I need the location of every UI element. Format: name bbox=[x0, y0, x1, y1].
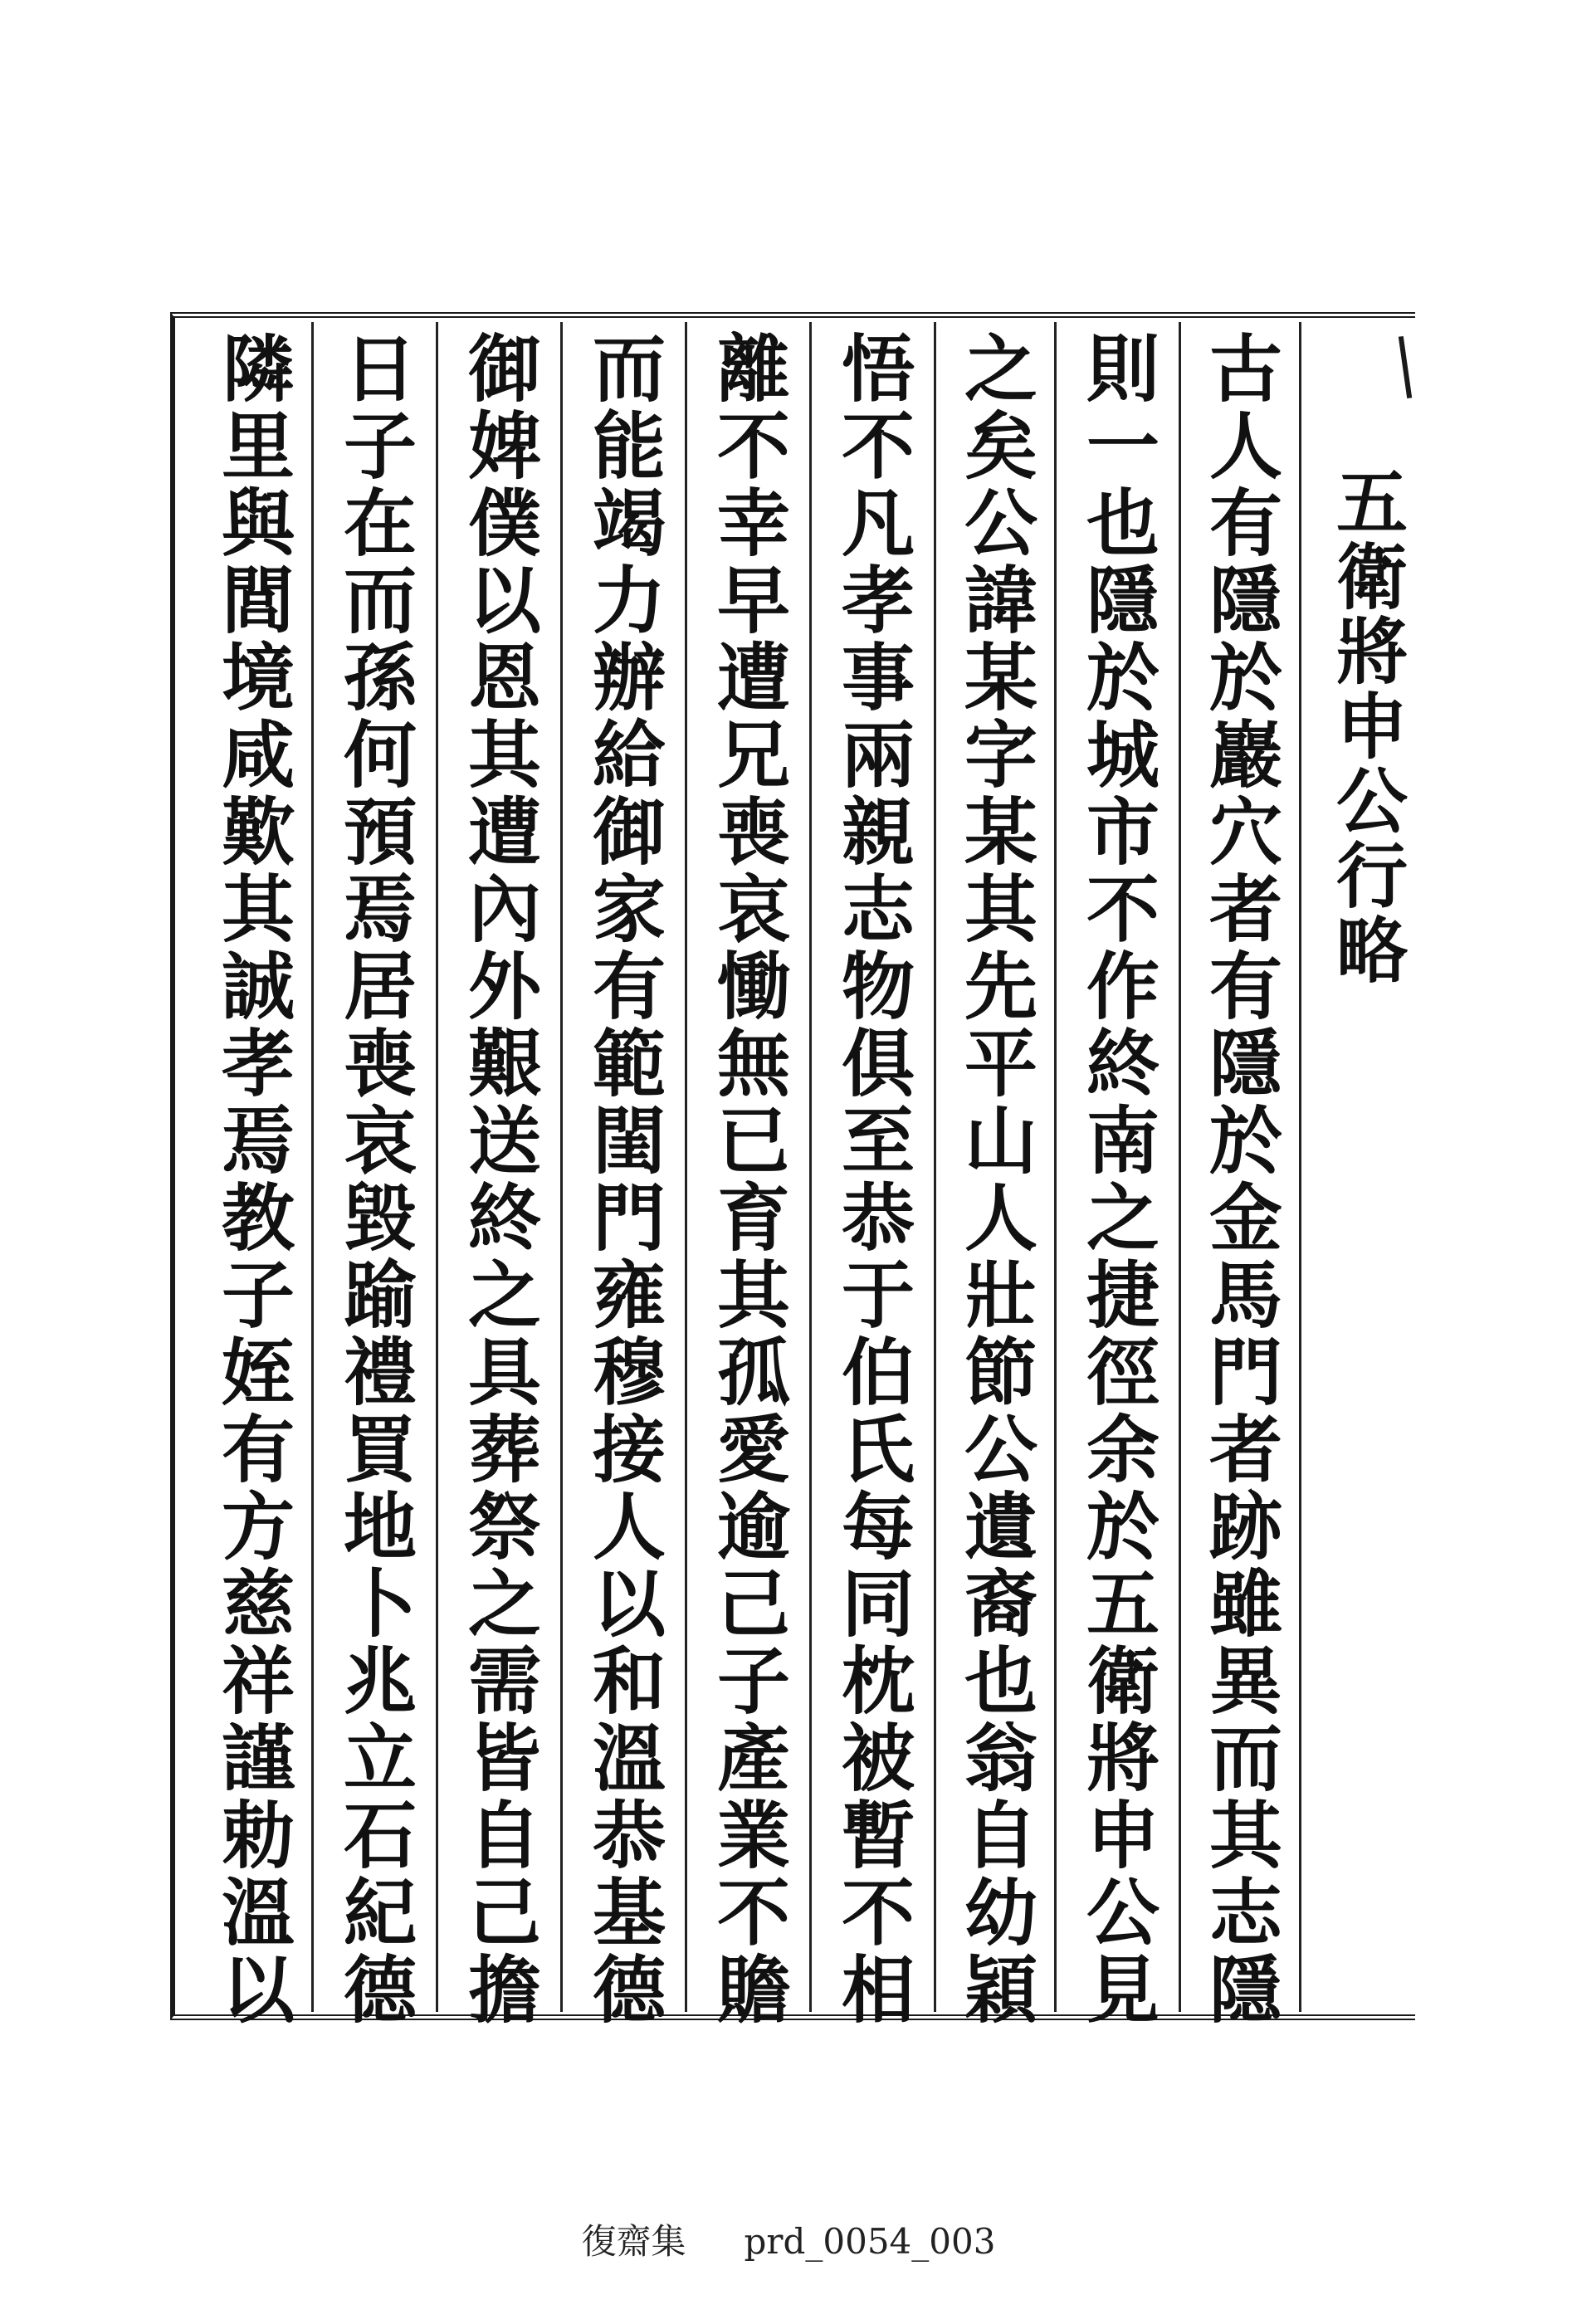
page-identifier: prd_0054_003 bbox=[744, 2221, 996, 2262]
text-column-8 bbox=[325, 330, 425, 2029]
page-footer bbox=[0, 2214, 1577, 2264]
text-column-5 bbox=[699, 330, 798, 2029]
column-rule bbox=[1179, 322, 1181, 2012]
text-column-3 bbox=[946, 330, 1046, 2029]
text-column-content: 而能竭力辦給御家有範閨門雍穆接人以和溫恭基德 bbox=[581, 330, 667, 2029]
column-rule bbox=[436, 322, 438, 2012]
text-column-content: 古人有隱於巖穴者有隱於金馬門者跡雖異而其志隱 bbox=[1198, 330, 1284, 2029]
column-rule bbox=[809, 322, 812, 2012]
column-rule bbox=[1054, 322, 1057, 2012]
text-column-1 bbox=[1191, 330, 1291, 2029]
column-rule bbox=[560, 322, 563, 2012]
text-column-9 bbox=[203, 330, 303, 2029]
text-column-content: 則一也隱於城市不作終南之捷徑余於五衛將申公見 bbox=[1075, 330, 1161, 2029]
column-rule bbox=[934, 322, 936, 2012]
text-column-2 bbox=[1068, 330, 1168, 2029]
document-title-column bbox=[1311, 465, 1419, 1046]
text-column-content: 隣里與閭境咸歎其誠孝焉教子姪有方慈祥謹勅溫以 bbox=[210, 330, 296, 2029]
column-rule bbox=[311, 322, 314, 2012]
column-rule bbox=[685, 322, 687, 2012]
text-column-4 bbox=[823, 330, 923, 2029]
text-column-7 bbox=[450, 330, 549, 2029]
text-column-content: 御婢僕以恩其遭內外艱送終之具葬祭之需皆自己擔 bbox=[456, 330, 543, 2029]
text-column-content: 之矣公諱某字某其先平山人壯節公遺裔也翁自幼穎 bbox=[953, 330, 1039, 2029]
text-column-content: 離不幸早遭兄喪哀慟無已育其孤愛逾己子產業不贍 bbox=[706, 330, 792, 2029]
book-title: 復齋集 bbox=[581, 2221, 686, 2262]
column-rule bbox=[1299, 322, 1301, 2012]
text-column-6 bbox=[574, 330, 674, 2029]
text-column-content: 日子在而孫何預焉居喪哀毀踰禮買地卜兆立石紀德 bbox=[332, 330, 418, 2029]
document-title: 五衛將申公行略 bbox=[1324, 465, 1408, 988]
text-column-content: 悟不凡孝事兩親志物俱至恭于伯氏每同枕被暫不相 bbox=[830, 330, 916, 2029]
